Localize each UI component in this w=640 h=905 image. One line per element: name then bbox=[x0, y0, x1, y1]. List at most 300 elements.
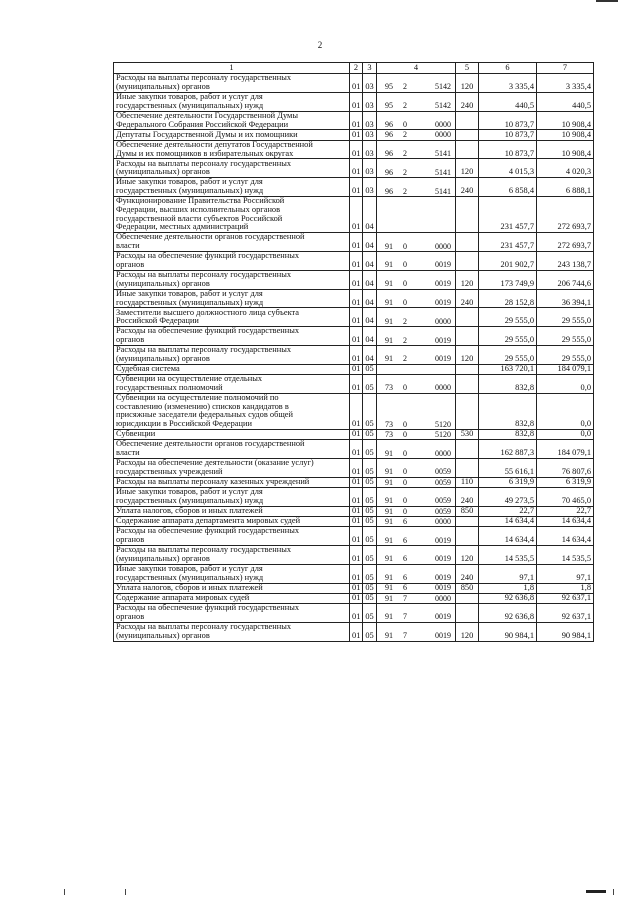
subprogram-code: 7 bbox=[403, 631, 407, 641]
target-article-code bbox=[377, 159, 456, 178]
subprogram-code: 2 bbox=[403, 316, 407, 326]
subprogram-code: 0 bbox=[403, 419, 407, 429]
section-code: 01 bbox=[350, 159, 363, 178]
target-article-code bbox=[377, 92, 456, 111]
subprogram-code: 0 bbox=[403, 120, 407, 129]
table-row bbox=[114, 74, 594, 93]
row-name: Расходы на выплаты персоналу государственных (муниципальных) органов bbox=[114, 74, 350, 93]
section-code: 01 bbox=[350, 270, 363, 289]
subsection-code: 05 bbox=[363, 603, 377, 622]
amount-year-2: 76 807,6 bbox=[537, 459, 594, 478]
row-name: Расходы на обеспечение деятельности (оказание услуг) государственных учреждений bbox=[114, 459, 350, 478]
amount-year-1: 92 636,8 bbox=[479, 603, 537, 622]
expense-type-code: 850 bbox=[456, 583, 479, 593]
subsection-code: 05 bbox=[363, 506, 377, 516]
target-article-code bbox=[377, 527, 456, 546]
direction-code: 0019 bbox=[435, 631, 451, 641]
table-row bbox=[114, 346, 594, 365]
program-code: 95 bbox=[385, 82, 393, 92]
subsection-code: 03 bbox=[363, 178, 377, 197]
row-name: Расходы на выплаты персоналу государственных (муниципальных) органов bbox=[114, 545, 350, 564]
amount-year-1: 832,8 bbox=[479, 374, 537, 393]
amount-year-2: 184 079,1 bbox=[537, 440, 594, 459]
direction-code: 0059 bbox=[435, 496, 451, 506]
row-name: Депутаты Государственной Думы и их помощники bbox=[114, 130, 350, 140]
direction-code: 0019 bbox=[435, 335, 451, 345]
amount-year-2: 92 637,1 bbox=[537, 603, 594, 622]
expense-type-code: 850 bbox=[456, 506, 479, 516]
amount-year-1: 90 984,1 bbox=[479, 622, 537, 641]
subsection-code: 03 bbox=[363, 159, 377, 178]
amount-year-1: 49 273,5 bbox=[479, 488, 537, 507]
amount-year-1: 173 749,9 bbox=[479, 270, 537, 289]
row-name: Расходы на обеспечение функций государственных органов bbox=[114, 527, 350, 546]
header-cell: 4 bbox=[377, 63, 456, 74]
section-code: 01 bbox=[350, 364, 363, 374]
subprogram-code: 0 bbox=[403, 298, 407, 308]
table-row bbox=[114, 364, 594, 374]
expense-type-code: 530 bbox=[456, 430, 479, 440]
table-row bbox=[114, 178, 594, 197]
subsection-code: 04 bbox=[363, 346, 377, 365]
section-code: 01 bbox=[350, 583, 363, 593]
table-row bbox=[114, 140, 594, 159]
amount-year-1: 231 457,7 bbox=[479, 233, 537, 252]
table-row bbox=[114, 459, 594, 478]
amount-year-2: 0,0 bbox=[537, 393, 594, 429]
subsection-code: 03 bbox=[363, 130, 377, 140]
row-name: Расходы на выплаты персоналу государственных (муниципальных) органов bbox=[114, 346, 350, 365]
direction-code: 0019 bbox=[435, 279, 451, 289]
amount-year-1: 201 902,7 bbox=[479, 252, 537, 271]
section-code: 01 bbox=[350, 564, 363, 583]
subprogram-code: 0 bbox=[403, 477, 407, 487]
direction-code: 0059 bbox=[435, 477, 451, 487]
amount-year-2: 272 693,7 bbox=[537, 196, 594, 232]
table-row bbox=[114, 252, 594, 271]
table-row bbox=[114, 92, 594, 111]
section-code: 01 bbox=[350, 393, 363, 429]
subsection-code: 05 bbox=[363, 364, 377, 374]
target-article-code bbox=[377, 459, 456, 478]
table-row bbox=[114, 374, 594, 393]
direction-code: 0019 bbox=[435, 298, 451, 308]
row-name: Расходы на обеспечение функций государственных органов bbox=[114, 603, 350, 622]
expense-type-code: 120 bbox=[456, 270, 479, 289]
amount-year-2: 243 138,7 bbox=[537, 252, 594, 271]
subsection-code: 05 bbox=[363, 593, 377, 603]
table-row bbox=[114, 430, 594, 440]
subprogram-code: 0 bbox=[403, 448, 407, 458]
amount-year-1: 1,8 bbox=[479, 583, 537, 593]
subprogram-code: 2 bbox=[403, 335, 407, 345]
row-name: Расходы на обеспечение функций государственных органов bbox=[114, 327, 350, 346]
expense-type-code: 120 bbox=[456, 622, 479, 641]
expense-type-code bbox=[456, 527, 479, 546]
row-name: Расходы на выплаты персоналу государственных (муниципальных) органов bbox=[114, 270, 350, 289]
expense-type-code: 120 bbox=[456, 74, 479, 93]
direction-code: 0000 bbox=[435, 120, 451, 129]
table-row bbox=[114, 393, 594, 429]
target-article-code bbox=[377, 74, 456, 93]
target-article-code bbox=[377, 506, 456, 516]
amount-year-1: 29 555,0 bbox=[479, 308, 537, 327]
amount-year-1: 3 335,4 bbox=[479, 74, 537, 93]
amount-year-2: 272 693,7 bbox=[537, 233, 594, 252]
row-name: Расходы на выплаты персоналу государственных (муниципальных) органов bbox=[114, 622, 350, 641]
subsection-code: 04 bbox=[363, 252, 377, 271]
expense-type-code: 110 bbox=[456, 477, 479, 487]
section-code: 01 bbox=[350, 603, 363, 622]
target-article-code bbox=[377, 346, 456, 365]
target-article-code bbox=[377, 289, 456, 308]
expense-type-code bbox=[456, 364, 479, 374]
direction-code: 0000 bbox=[435, 241, 451, 251]
row-name: Уплата налогов, сборов и иных платежей bbox=[114, 583, 350, 593]
table-row bbox=[114, 622, 594, 641]
row-name: Иные закупки товаров, работ и услуг для государственных (муниципальных) нужд bbox=[114, 178, 350, 197]
amount-year-2: 29 555,0 bbox=[537, 327, 594, 346]
program-code: 91 bbox=[385, 467, 393, 477]
section-code: 01 bbox=[350, 196, 363, 232]
row-name: Субвенции bbox=[114, 430, 350, 440]
scan-mark bbox=[586, 890, 606, 893]
amount-year-1: 440,5 bbox=[479, 92, 537, 111]
program-code: 91 bbox=[385, 496, 393, 506]
target-article-code bbox=[377, 364, 456, 374]
amount-year-2: 97,1 bbox=[537, 564, 594, 583]
subprogram-code: 2 bbox=[403, 186, 407, 196]
scan-mark bbox=[613, 889, 614, 895]
direction-code: 0000 bbox=[435, 130, 451, 140]
subsection-code: 05 bbox=[363, 459, 377, 478]
amount-year-2: 14 634,4 bbox=[537, 516, 594, 526]
direction-code: 0000 bbox=[435, 448, 451, 458]
direction-code: 0000 bbox=[435, 383, 451, 393]
page-number: 2 bbox=[317, 40, 323, 50]
target-article-code bbox=[377, 196, 456, 232]
subprogram-code: 7 bbox=[403, 593, 407, 603]
section-code: 01 bbox=[350, 593, 363, 603]
amount-year-1: 55 616,1 bbox=[479, 459, 537, 478]
table-row bbox=[114, 488, 594, 507]
section-code: 01 bbox=[350, 233, 363, 252]
program-code: 91 bbox=[385, 316, 393, 326]
section-code: 01 bbox=[350, 440, 363, 459]
program-code: 96 bbox=[385, 186, 393, 196]
table-row bbox=[114, 233, 594, 252]
row-name: Расходы на выплаты персоналу казенных учреждений bbox=[114, 477, 350, 487]
subsection-code: 05 bbox=[363, 440, 377, 459]
subprogram-code: 0 bbox=[403, 467, 407, 477]
program-code: 91 bbox=[385, 516, 393, 526]
section-code: 01 bbox=[350, 477, 363, 487]
target-article-code bbox=[377, 270, 456, 289]
subsection-code: 05 bbox=[363, 564, 377, 583]
subsection-code: 04 bbox=[363, 327, 377, 346]
subsection-code: 03 bbox=[363, 140, 377, 159]
program-code: 73 bbox=[385, 429, 393, 439]
program-code: 91 bbox=[385, 535, 393, 545]
target-article-code bbox=[377, 140, 456, 159]
amount-year-2: 4 020,3 bbox=[537, 159, 594, 178]
section-code: 01 bbox=[350, 488, 363, 507]
direction-code: 5142 bbox=[435, 82, 451, 92]
amount-year-1: 6 319,9 bbox=[479, 477, 537, 487]
header-cell: 3 bbox=[363, 63, 377, 74]
direction-code: 5142 bbox=[435, 101, 451, 111]
program-code: 91 bbox=[385, 241, 393, 251]
subsection-code: 05 bbox=[363, 488, 377, 507]
row-name: Иные закупки товаров, работ и услуг для государственных (муниципальных) нужд bbox=[114, 564, 350, 583]
expense-type-code bbox=[456, 603, 479, 622]
table-row bbox=[114, 516, 594, 526]
amount-year-2: 6 888,1 bbox=[537, 178, 594, 197]
expense-type-code bbox=[456, 130, 479, 140]
subprogram-code: 6 bbox=[403, 583, 407, 593]
expense-type-code bbox=[456, 393, 479, 429]
target-article-code bbox=[377, 308, 456, 327]
table-row bbox=[114, 593, 594, 603]
section-code: 01 bbox=[350, 527, 363, 546]
header-cell: 1 bbox=[114, 63, 350, 74]
section-code: 01 bbox=[350, 252, 363, 271]
row-name: Содержание аппарата мировых судей bbox=[114, 593, 350, 603]
table-row bbox=[114, 506, 594, 516]
direction-code: 0059 bbox=[435, 467, 451, 477]
table-row bbox=[114, 289, 594, 308]
scan-mark bbox=[64, 889, 65, 895]
expense-type-code bbox=[456, 516, 479, 526]
expense-type-code bbox=[456, 196, 479, 232]
section-code: 01 bbox=[350, 545, 363, 564]
subprogram-code: 2 bbox=[403, 101, 407, 111]
table-row bbox=[114, 477, 594, 487]
target-article-code bbox=[377, 545, 456, 564]
amount-year-2: 206 744,6 bbox=[537, 270, 594, 289]
table-row bbox=[114, 603, 594, 622]
subsection-code: 05 bbox=[363, 583, 377, 593]
direction-code: 0019 bbox=[435, 554, 451, 564]
subsection-code: 05 bbox=[363, 545, 377, 564]
expense-type-code: 240 bbox=[456, 92, 479, 111]
direction-code: 5120 bbox=[435, 429, 451, 439]
table-row bbox=[114, 159, 594, 178]
amount-year-2: 440,5 bbox=[537, 92, 594, 111]
target-article-code bbox=[377, 488, 456, 507]
amount-year-1: 10 873,7 bbox=[479, 111, 537, 130]
program-code: 91 bbox=[385, 279, 393, 289]
target-article-code bbox=[377, 603, 456, 622]
amount-year-2: 184 079,1 bbox=[537, 364, 594, 374]
corner-mark bbox=[596, 0, 618, 2]
target-article-code bbox=[377, 374, 456, 393]
table-row bbox=[114, 564, 594, 583]
expense-type-code bbox=[456, 374, 479, 393]
expense-type-code bbox=[456, 233, 479, 252]
row-name: Обеспечение деятельности органов государственной власти bbox=[114, 233, 350, 252]
amount-year-1: 163 720,1 bbox=[479, 364, 537, 374]
expense-type-code bbox=[456, 111, 479, 130]
table-row bbox=[114, 196, 594, 232]
program-code: 91 bbox=[385, 583, 393, 593]
table-row bbox=[114, 527, 594, 546]
expense-type-code: 240 bbox=[456, 488, 479, 507]
expense-type-code bbox=[456, 459, 479, 478]
target-article-code bbox=[377, 622, 456, 641]
direction-code: 0019 bbox=[435, 573, 451, 583]
target-article-code bbox=[377, 393, 456, 429]
section-code: 01 bbox=[350, 289, 363, 308]
amount-year-1: 832,8 bbox=[479, 430, 537, 440]
subprogram-code: 2 bbox=[403, 148, 407, 158]
section-code: 01 bbox=[350, 506, 363, 516]
amount-year-1: 14 535,5 bbox=[479, 545, 537, 564]
direction-code: 5120 bbox=[435, 419, 451, 429]
section-code: 01 bbox=[350, 111, 363, 130]
row-name: Расходы на выплаты персоналу государственных (муниципальных) органов bbox=[114, 159, 350, 178]
direction-code: 0000 bbox=[435, 316, 451, 326]
table-row bbox=[114, 111, 594, 130]
direction-code: 5141 bbox=[435, 186, 451, 196]
subprogram-code: 2 bbox=[403, 354, 407, 364]
direction-code: 0019 bbox=[435, 612, 451, 622]
subsection-code: 05 bbox=[363, 527, 377, 546]
subprogram-code: 0 bbox=[403, 506, 407, 516]
subprogram-code: 2 bbox=[403, 82, 407, 92]
subsection-code: 05 bbox=[363, 430, 377, 440]
row-name: Субвенции на осуществление полномочий по составлению (изменению) списков кандидатов в присяжные заседатели федеральных судов общей юрисдикции в Российской Федерации bbox=[114, 393, 350, 429]
direction-code: 0019 bbox=[435, 583, 451, 593]
program-code: 91 bbox=[385, 506, 393, 516]
row-name: Иные закупки товаров, работ и услуг для государственных (муниципальных) нужд bbox=[114, 488, 350, 507]
program-code: 73 bbox=[385, 419, 393, 429]
program-code: 91 bbox=[385, 335, 393, 345]
amount-year-2: 36 394,1 bbox=[537, 289, 594, 308]
subprogram-code: 0 bbox=[403, 429, 407, 439]
subsection-code: 03 bbox=[363, 74, 377, 93]
amount-year-2: 10 908,4 bbox=[537, 111, 594, 130]
amount-year-1: 92 636,8 bbox=[479, 593, 537, 603]
program-code: 91 bbox=[385, 260, 393, 270]
budget-table bbox=[113, 62, 594, 642]
subsection-code: 04 bbox=[363, 233, 377, 252]
direction-code: 5141 bbox=[435, 167, 451, 177]
amount-year-1: 14 634,4 bbox=[479, 516, 537, 526]
section-code: 01 bbox=[350, 74, 363, 93]
amount-year-1: 28 152,8 bbox=[479, 289, 537, 308]
expense-type-code bbox=[456, 252, 479, 271]
program-code: 91 bbox=[385, 612, 393, 622]
subsection-code: 05 bbox=[363, 516, 377, 526]
table-row bbox=[114, 130, 594, 140]
section-code: 01 bbox=[350, 308, 363, 327]
header-cell: 5 bbox=[456, 63, 479, 74]
table-row bbox=[114, 440, 594, 459]
direction-code: 0019 bbox=[435, 535, 451, 545]
amount-year-2: 29 555,0 bbox=[537, 346, 594, 365]
target-article-code bbox=[377, 583, 456, 593]
target-article-code bbox=[377, 130, 456, 140]
section-code: 01 bbox=[350, 327, 363, 346]
amount-year-1: 832,8 bbox=[479, 393, 537, 429]
header-row bbox=[114, 63, 594, 74]
table-row bbox=[114, 308, 594, 327]
amount-year-1: 29 555,0 bbox=[479, 346, 537, 365]
table-row bbox=[114, 327, 594, 346]
section-code: 01 bbox=[350, 374, 363, 393]
amount-year-1: 97,1 bbox=[479, 564, 537, 583]
section-code: 01 bbox=[350, 459, 363, 478]
program-code: 91 bbox=[385, 593, 393, 603]
program-code: 73 bbox=[385, 383, 393, 393]
target-article-code bbox=[377, 233, 456, 252]
subprogram-code: 0 bbox=[403, 241, 407, 251]
subprogram-code: 6 bbox=[403, 516, 407, 526]
subprogram-code: 0 bbox=[403, 260, 407, 270]
amount-year-2: 3 335,4 bbox=[537, 74, 594, 93]
amount-year-1: 162 887,3 bbox=[479, 440, 537, 459]
target-article-code bbox=[377, 564, 456, 583]
row-name: Иные закупки товаров, работ и услуг для государственных (муниципальных) нужд bbox=[114, 92, 350, 111]
program-code: 95 bbox=[385, 101, 393, 111]
program-code: 96 bbox=[385, 130, 393, 140]
amount-year-1: 6 858,4 bbox=[479, 178, 537, 197]
amount-year-2: 0,0 bbox=[537, 430, 594, 440]
program-code: 96 bbox=[385, 148, 393, 158]
row-name: Субвенции на осуществление отдельных государственных полномочий bbox=[114, 374, 350, 393]
section-code: 01 bbox=[350, 130, 363, 140]
row-name: Обеспечение деятельности Государственной Думы Федерального Собрания Российской Федерации bbox=[114, 111, 350, 130]
row-name: Функционирование Правительства Российской Федерации, высших исполнительных органов государственной власти субъектов Российской Федерации, местных администраций bbox=[114, 196, 350, 232]
target-article-code bbox=[377, 111, 456, 130]
row-name: Расходы на обеспечение функций государственных органов bbox=[114, 252, 350, 271]
expense-type-code bbox=[456, 593, 479, 603]
program-code: 91 bbox=[385, 477, 393, 487]
header-cell: 2 bbox=[350, 63, 363, 74]
expense-type-code bbox=[456, 140, 479, 159]
direction-code: 0000 bbox=[435, 593, 451, 603]
target-article-code bbox=[377, 516, 456, 526]
row-name: Заместители высшего должностного лица субъекта Российской Федерации bbox=[114, 308, 350, 327]
target-article-code bbox=[377, 430, 456, 440]
subprogram-code: 0 bbox=[403, 383, 407, 393]
amount-year-2: 10 908,4 bbox=[537, 130, 594, 140]
table-row bbox=[114, 545, 594, 564]
amount-year-2: 10 908,4 bbox=[537, 140, 594, 159]
section-code: 01 bbox=[350, 622, 363, 641]
row-name: Обеспечение деятельности депутатов Государственной Думы и их помощников в избирательных округах bbox=[114, 140, 350, 159]
target-article-code bbox=[377, 593, 456, 603]
row-name: Иные закупки товаров, работ и услуг для государственных (муниципальных) нужд bbox=[114, 289, 350, 308]
direction-code: 0019 bbox=[435, 260, 451, 270]
target-article-code bbox=[377, 178, 456, 197]
expense-type-code: 240 bbox=[456, 289, 479, 308]
subsection-code: 04 bbox=[363, 289, 377, 308]
program-code: 96 bbox=[385, 167, 393, 177]
section-code: 01 bbox=[350, 516, 363, 526]
subsection-code: 04 bbox=[363, 308, 377, 327]
amount-year-2: 90 984,1 bbox=[537, 622, 594, 641]
subprogram-code: 6 bbox=[403, 535, 407, 545]
subsection-code: 05 bbox=[363, 622, 377, 641]
row-name: Содержание аппарата департамента мировых судей bbox=[114, 516, 350, 526]
program-code: 96 bbox=[385, 120, 393, 129]
amount-year-1: 22,7 bbox=[479, 506, 537, 516]
expense-type-code bbox=[456, 440, 479, 459]
amount-year-1: 231 457,7 bbox=[479, 196, 537, 232]
table-body bbox=[114, 74, 594, 642]
